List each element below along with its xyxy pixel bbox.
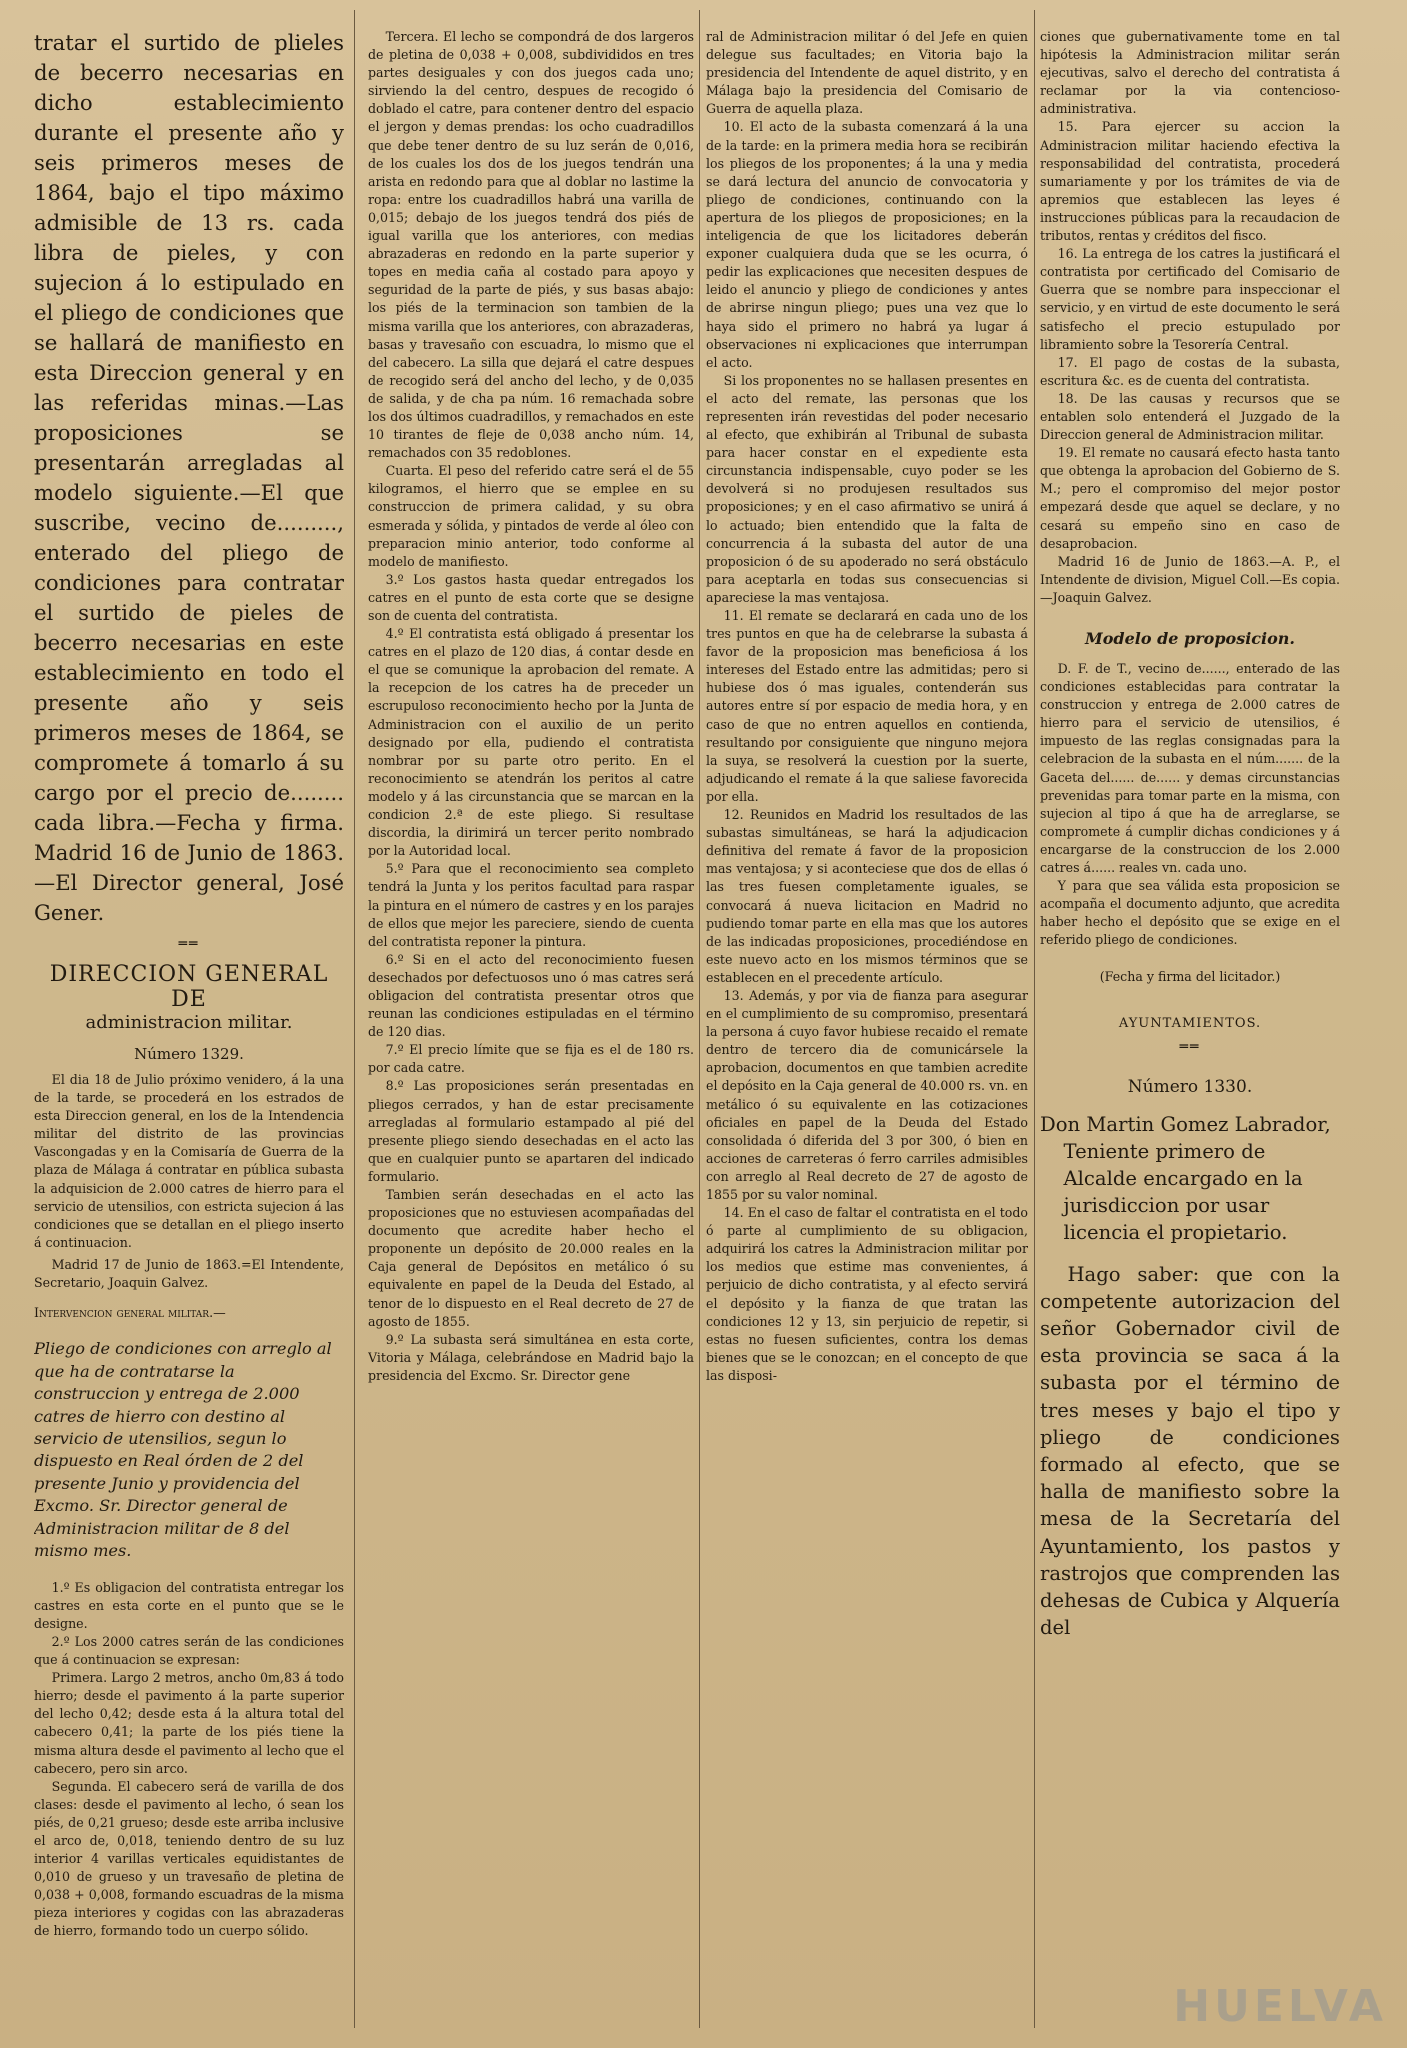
paragraph: Pliego de condiciones con arreglo al que ha de contratarse la construccion y entrega de 2.000 catres de hierro con destino al servicio de utensilios, segun lo dispuesto en Real órden de 2 del presente Junio y providencia del Excmo. Sr. Director general de Administracion militar de 8 del mismo mes. <box>34 1339 332 1561</box>
paragraph: 4.º El contratista está obligado á presentar los catres en el plazo de 120 dias, á contar desde en el que se comunique la aprobacion del remate. A la recepcion de los catres ha de preceder un escrupuloso reconocimiento hecho por la Junta de Administracion con el auxilio de un perito designado por ella, pudiendo el contratista nombrar por su parte otro perito. En el reconocimiento se atendrán los peritos al catre modelo y á las circunstancia que se marcan en la condicion 2.ª de este pliego. Si resultase discordia, la dirimirá un tercer perito nombrado por la Autoridad local. <box>368 626 694 859</box>
signature-line: (Fecha y firma del licitador.) <box>1099 968 1281 984</box>
paragraph: 19. El remate no causará efecto hasta tanto que obtenga la aprobacion del Gobierno de S. M.; pero el compromiso del mejor postor empezará desde que aquel se declare, y no cesará su empeño sino en caso de desaprobacion. <box>1040 445 1340 551</box>
paragraph: 10. El acto de la subasta comenzará á la una de la tarde: en la primera media hora se recibirán los pliegos de los proponentes; á la una y media se dará lectura del anuncio de convocatoria y pliego de condiciones, continuando con la apertura de los pliegos de proposiciones; en la inteligencia de que los licitadores deberán exponer cualquiera duda que se les ocurra, ó pedir las explicaciones que necesiten despues de leido el anuncio y pliego de condiciones y antes de abrirse ningun pliego; pues una vez que lo haya sido el primero no habrá ya lugar á observaciones ni explicaciones que interrumpan el acto. <box>706 119 1028 370</box>
paragraph: 1.º Es obligacion del contratista entregar los castres en esta corte en el punto que se le designe. <box>34 1579 344 1631</box>
section-heading: Modelo de proposicion. <box>1085 629 1295 648</box>
section-heading: AYUNTAMIENTOS. <box>1118 1015 1262 1031</box>
paragraph: 3.º Los gastos hasta quedar entregados los catres en el punto de esta corte que se designe son de cuenta del contratista. <box>368 571 694 623</box>
paragraph: 17. El pago de costas de la subasta, escritura &c. es de cuenta del contratista. <box>1040 354 1340 388</box>
section-subheading: administracion militar. <box>85 1012 293 1033</box>
paragraph: 18. De las causas y recursos que se entablen solo entenderá el Juzgado de la Direccion general de Administracion militar. <box>1040 390 1340 443</box>
paragraph: 15. Para ejercer su accion la Administracion militar haciendo efectiva la responsabilidad del contratista, procederá sumariamente y por los trámites de via de apremios que establecen las leyes é instrucciones públicas para la recaudacion de tributos, rentas y créditos del fisco. <box>1040 119 1340 244</box>
paragraph: 9.º La subasta será simultánea en esta corte, Vitoria y Málaga, celebrándose en Madrid bajo la presidencia del Excmo. Sr. Director gene <box>368 1331 694 1383</box>
paragraph: 6.º Si en el acto del reconocimiento fuesen desechados por defectuosos uno ó mas catres será obligacion del contratista presentar otros que reunan las condiciones estipuladas en el término de 120 dias. <box>368 951 694 1040</box>
separator: ══ <box>1179 1038 1201 1055</box>
paragraph: Si los proponentes no se hallasen presentes en el acto del remate, las personas que los representen irán revestidas del poder necesario al efecto, que exhibirán al Tribunal de subasta para hacer constar en el expediente esta circunstancia indispensable, cuyo poder se les devolverá si no produjesen resultados sus proposiciones; y en el caso afirmativo se unirá á lo actuado; bien entendido que la falta de concurrencia á la subasta del autor de una proposicion ó de su apoderado no será obstáculo para aceptarla en todas sus consecuencias si apareciese la mas ventajosa. <box>706 372 1028 605</box>
paragraph: tratar el surtido de plieles de becerro necesarias en dicho establecimiento durante el presente año y seis primeros meses de 1864, bajo el tipo máximo admisible de 13 rs. cada libra de pieles, y con sujecion á lo estipulado en el pliego de condiciones que se hallará de manifiesto en esta Direccion general y en las referidas minas.—Las proposiciones se presentarán arregladas al modelo siguiente.—El que suscribe, vecino de........., enterado del pliego de condiciones para contratar el surtido de pieles de becerro necesarias en este establecimiento en todo el presente año y seis primeros meses de 1864, se compromete á tomarlo á su cargo por el precio de........ cada libra.—Fecha y firma. Madrid 16 de Junio de 1863. —El Director general, José Gener. <box>34 30 344 925</box>
paragraph: Tambien serán desechadas en el acto las proposiciones que no estuviesen acompañadas del documento que acredite haber hecho el proponente un depósito de 20.000 reales en la Caja general de Depósitos en metálico ó su equivalente en papel de la Deuda del Estado, al tenor de lo dispuesto en el Real decreto de 27 de agosto de 1855. <box>368 1187 694 1329</box>
paragraph: 11. El remate se declarará en cada uno de los tres puntos en que ha de celebrarse la subasta á favor de la proposicion mas beneficiosa á los intereses del Estado entre las admitidas; pero si hubiese dos ó mas iguales, contenderán sus autores entre sí por espacio de media hora, y en caso de que no entren aquellos en contienda, resultando por consiguiente que ninguno mejora la suya, se resolverá la cuestion por la suerte, adjudicando el remate á la que saliese favorecida por ella. <box>706 608 1028 804</box>
paragraph: Cuarta. El peso del referido catre será el de 55 kilogramos, el hierro que se emplee en su construccion de primera calidad, y su obra esmerada y sólida, y pintados de verde al óleo con preparacion minio anterior, todo conforme al modelo de manifiesto. <box>368 463 694 569</box>
column-4 <box>1040 28 1340 2040</box>
notice-number: Número 1329. <box>134 1045 244 1063</box>
paragraph: El dia 18 de Julio próximo venidero, á la una de la tarde, se procederá en los estrados de esta Direccion general, en los de la Intendencia militar del distrito de las provincias Vascongadas y en la Comisaría de Guerra de la plaza de Málaga á contratar en pública subasta la adquisicion de 2.000 catres de hierro para el servicio de utensilios, con estricta sujecion á las condiciones que se detallan en el pliego inserto á continuacion. <box>34 1072 344 1250</box>
paragraph: Primera. Largo 2 metros, ancho 0m,83 á todo hierro; desde el pavimento á la parte superior del lecho 0,42; desde esta á la altura total del cabecero 0,41; la parte de los piés tiene la misma altura desde el pavimento al lecho que el cabecero, pero sin arco. <box>34 1670 344 1776</box>
section-heading: DIRECCION GENERAL DE <box>49 962 329 1012</box>
paragraph: Hago saber: que con la competente autorizacion del señor Gobernador civil de esta provincia se saca á la subasta por el término de tres meses y bajo el tipo y pliego de condiciones formado al efecto, que se halla de manifiesto sobre la mesa de la Secretaría del Ayuntamiento, los pastos y rastrojos que comprenden las dehesas de Cubica y Alquería del <box>1040 1262 1340 1640</box>
notice-number: Número 1330. <box>1127 1076 1253 1097</box>
column-1 <box>34 28 344 2040</box>
column-rule <box>1034 10 1035 2028</box>
column-2 <box>368 28 694 2040</box>
separator: ══ <box>178 936 200 952</box>
paragraph: 2.º Los 2000 catres serán de las condiciones que á continuacion se expresan: <box>34 1633 344 1668</box>
paragraph: Y para que sea válida esta proposicion se acompaña el documento adjunto, que acredita haber hecho el depósito que se exige en el referido pliego de condiciones. <box>1040 878 1340 948</box>
paragraph: D. F. de T., vecino de......, enterado de las condiciones establecidas para contratar la construccion y entrega de 2.000 catres de hierro para el servicio de utensilios, é impuesto de las reglas consignadas para la celebracion de la subasta en el núm....... de la Gaceta del...... de...... y demas circunstancias prevenidas para tomar parte en la misma, con sujecion al tipo á que ha de arreglarse, se compromete á cumplir dichas condiciones y á encargarse de la construccion de los 2.000 catres á...... reales vn. cada uno. <box>1040 661 1340 876</box>
column-3 <box>706 28 1028 2040</box>
paragraph-heading: Intervencion general militar.— <box>34 1305 226 1321</box>
paragraph: ral de Administracion militar ó del Jefe en quien delegue sus facultades; en Vitoria bajo la presidencia del Intendente de aquel distrito, y en Málaga bajo la presidencia del Comisario de Guerra de aquella plaza. <box>706 29 1028 117</box>
paragraph: Madrid 16 de Junio de 1863.—A. P., el Intendente de division, Miguel Coll.—Es copia.—Joaquin Galvez. <box>1040 553 1340 605</box>
paragraph: Don Martin Gomez Labrador, Teniente primero de Alcalde encargado en la jurisdiccion por usar licencia el propietario. <box>1040 1112 1331 1245</box>
paragraph: Madrid 17 de Junio de 1863.=El Intendente, Secretario, Joaquin Galvez. <box>34 1256 344 1291</box>
column-rule <box>699 10 700 2028</box>
paragraph: 16. La entrega de los catres la justificará el contratista por certificado del Comisario de Guerra que se nombre para inspeccionar el servicio, y en virtud de este documento le será satisfecho el precio estupulado por libramiento sobre la Tesorería Central. <box>1040 246 1340 352</box>
paragraph: 13. Además, y por via de fianza para asegurar en el cumplimiento de su compromiso, presentará la persona á cuyo favor hubiese recaido el remate dentro de tercero dia de comunicársele la aprobacion, documentos en que tambien acredite el depósito en la Caja general de 40.000 rs. vn. en metálico ó su equivalente en las cotizaciones oficiales en papel de la Deuda del Estado consolidada ó diferida del 3 por 300, ó bien en acciones de carreteras ó ferro carriles admisibles con arreglo al Real decreto de 27 de agosto de 1855 por su valor nominal. <box>706 987 1028 1202</box>
paragraph: 7.º El precio límite que se fija es el de 180 rs. por cada catre. <box>368 1042 694 1076</box>
paragraph: 14. En el caso de faltar el contratista en el todo ó parte al cumplimiento de su obligacion, adquirirá los catres la Administracion militar por los medios que estime mas convenientes, á perjuicio de dicho contratista, y al efecto servirá el depósito y la fianza de que tratan las condiciones 12 y 13, sin perjuicio de repetir, si estas no fuesen suficientes, contra los demas bienes que se le conozcan; en el concepto de que las disposi- <box>706 1205 1028 1383</box>
paragraph: Segunda. El cabecero será de varilla de dos clases: desde el pavimento al lecho, ó sean los piés, de 0,21 grueso; desde este arriba inclusive el arco de, 0,018, teniendo dentro de su luz interior 4 varillas verticales equidistantes de 0,010 de grueso y un travesaño de pletina de 0,038 + 0,008, formando escuadras de la misma pieza interiores y cogidas con las abrazaderas de hierro, formando todo un cuerpo sólido. <box>34 1778 344 1939</box>
paragraph: 8.º Las proposiciones serán presentadas en pliegos cerrados, y han de estar precisamente arregladas al formulario estampado al pié del presente pliego siendo desechadas en el acto las que en cualquier punto se apartaren del indicado formulario. <box>368 1078 694 1184</box>
paragraph: ciones que gubernativamente tome en tal hipótesis la Administracion militar serán ejecutivas, salvo el derecho del contratista á reclamar por la via contencioso-administrativa. <box>1040 29 1340 117</box>
column-rule <box>354 10 355 2028</box>
paragraph: 12. Reunidos en Madrid los resultados de las subastas simultáneas, se hará la adjudicacion definitiva del remate á favor de la proposicion mas ventajosa; y si aconteciese que dos de ellas ó las tres fuesen completamente iguales, se convocará á nueva licitacion en Madrid no pudiendo tomar parte en ella mas que los autores de las indicadas proposiciones, procediéndose en este nuevo acto en los mismos términos que se establecen en el precedente artículo. <box>706 807 1028 985</box>
paragraph: Tercera. El lecho se compondrá de dos largeros de pletina de 0,038 + 0,008, subdivididos en tres partes desiguales y con dos juegos cada uno; sirviendo la del centro, despues de recogido ó doblado el catre, para contener dentro del espacio el jergon y demas prendas: los ocho cuadradillos que debe tener dentro de su luz serán de 0,016, de los cuales los dos de los juegos tendrán una arista en redondo para que al doblar no lastime la ropa: entre los cuadradillos habrá una varilla de 0,015; debajo de los juegos tendrá dos piés de igual varilla que los anteriores, con medias abrazaderas en redondo en la parte superior y topes en media caña al costado para apoyo y seguridad de la parte de piés, y sus basas abajo: los piés de la terminacion son tambien de la misma varilla que los anteriores, con abrazaderas, basas y travesaño con escuadra, lo mismo que el del cabecero. La silla que dejará el catre despues de recogido será del ancho del lecho, y de 0,035 de salida, y de cha pa núm. 16 remachada sobre los dos últimos cuadradillos, y remachados en este 10 tirantes de fleje de 0,038 ancho núm. 14, remachados con 35 redoblones. <box>368 29 694 461</box>
paragraph: 5.º Para que el reconocimiento sea completo tendrá la Junta y los peritos facultad para raspar la pintura en el número de castres y en los parajes de ellos que mejor les pareciere, siendo de cuenta del contratista reponer la pintura. <box>368 861 694 949</box>
watermark-logo: HUELVA <box>1173 1981 1387 2032</box>
